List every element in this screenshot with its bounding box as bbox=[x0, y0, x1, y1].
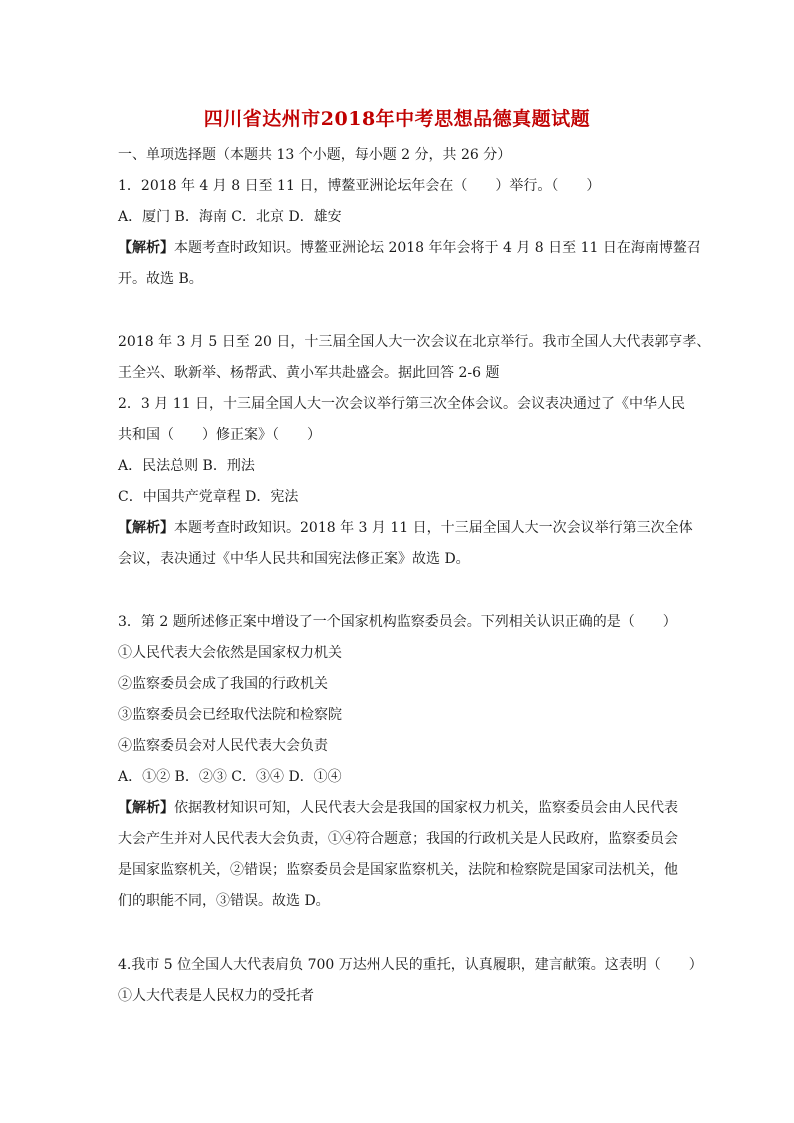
question-1-options: A．厦门 B．海南 C．北京 D．雄安 bbox=[118, 209, 342, 225]
question-1-analysis-line-1 bbox=[118, 239, 701, 257]
question-4-stem: 4.我市 5 位全国人大代表肩负 700 万达州人民的重托，认真履职，建言献策。这表明（ ） bbox=[118, 957, 703, 973]
question-3-options: A．①② B．②③ C．③④ D．①④ bbox=[118, 769, 342, 785]
question-3-analysis-line-1 bbox=[118, 799, 678, 817]
question-2-options-line-2: C．中国共产党章程 D．宪法 bbox=[118, 489, 299, 505]
analysis-tag: 【解析】 bbox=[118, 800, 174, 816]
question-3-stem: 3．第 2 题所述修正案中增设了一个国家机构监察委员会。下列相关认识正确的是（ ） bbox=[118, 614, 677, 630]
question-3-analysis-line-4: 们的职能不同，③错误。故选 D。 bbox=[118, 893, 330, 909]
question-3-statement-1: ①人民代表大会依然是国家权力机关 bbox=[118, 645, 342, 661]
question-2-analysis-line-2: 会议，表决通过《中华人民共和国宪法修正案》故选 D。 bbox=[118, 551, 470, 567]
material-line-2: 王全兴、耿新举、杨帮武、黄小军共赴盛会。据此回答 2-6 题 bbox=[118, 365, 500, 381]
question-2-stem-line-2: 共和国（ ）修正案》（ ） bbox=[118, 427, 321, 443]
analysis-tag: 【解析】 bbox=[118, 520, 174, 536]
question-3-analysis-line-3: 是国家监察机关，②错误；监察委员会是国家监察机关，法院和检察院是国家司法机关，他 bbox=[118, 862, 678, 878]
question-3-analysis-line-2: 大会产生并对人民代表大会负责，①④符合题意；我国的行政机关是人民政府，监察委员会 bbox=[118, 831, 678, 847]
analysis-text: 本题考查时政知识。2018 年 3 月 11 日，十三届全国人大一次会议举行第三次全体 bbox=[174, 520, 693, 536]
analysis-tag: 【解析】 bbox=[118, 240, 174, 256]
question-1-analysis-line-2: 开。故选 B。 bbox=[118, 271, 203, 287]
document-title: 四川省达州市2018年中考思想品德真题试题 bbox=[203, 108, 591, 130]
question-2-analysis-line-1 bbox=[118, 519, 693, 537]
question-3-statement-2: ②监察委员会成了我国的行政机关 bbox=[118, 676, 328, 692]
question-3-statement-3: ③监察委员会已经取代法院和检察院 bbox=[118, 707, 342, 723]
question-2-options-line-1: A．民法总则 B．刑法 bbox=[118, 458, 255, 474]
analysis-text: 本题考查时政知识。博鳌亚洲论坛 2018 年年会将于 4 月 8 日至 11 日在海南博鳌召 bbox=[174, 240, 701, 256]
question-3-statement-4: ④监察委员会对人民代表大会负责 bbox=[118, 738, 328, 754]
question-4-statement-1: ①人大代表是人民权力的受托者 bbox=[118, 988, 314, 1004]
material-line-1: 2018 年 3 月 5 日至 20 日，十三届全国人大一次会议在北京举行。我市全国人大代表郭亨孝、 bbox=[118, 334, 711, 350]
analysis-text: 依据教材知识可知，人民代表大会是我国的国家权力机关，监察委员会由人民代表 bbox=[174, 800, 678, 816]
question-1-stem: 1．2018 年 4 月 8 日至 11 日，博鳌亚洲论坛年会在（ ）举行。（ ） bbox=[118, 178, 601, 194]
section-heading: 一、单项选择题（本题共 13 个小题，每小题 2 分，共 26 分） bbox=[118, 147, 512, 163]
question-2-stem-line-1: 2．3 月 11 日，十三届全国人大一次会议举行第三次全体会议。会议表决通过了《中华人民 bbox=[118, 396, 685, 412]
